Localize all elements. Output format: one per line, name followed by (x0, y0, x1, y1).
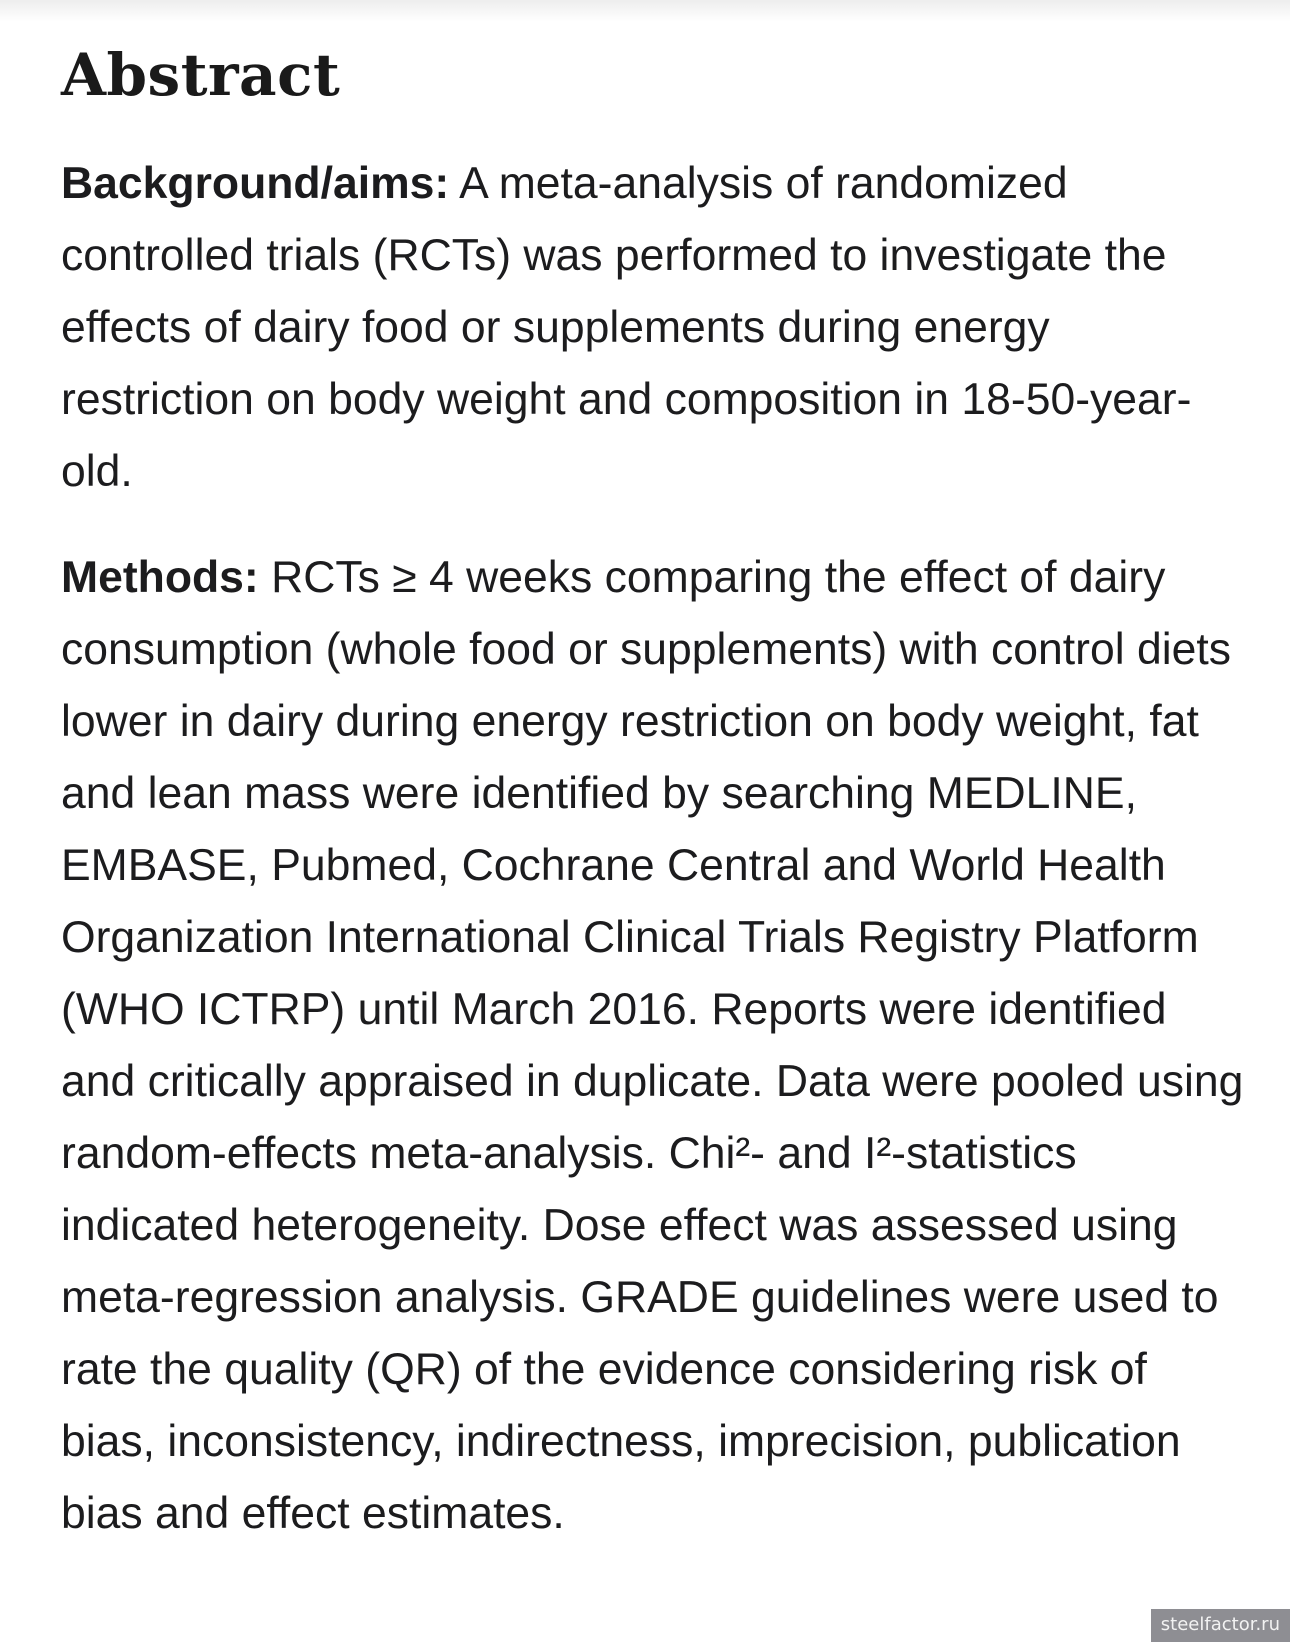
abstract-heading: Abstract (61, 41, 341, 109)
methods-text: RCTs ≥ 4 weeks comparing the effect of dairy consumption (whole food or supplements) with control diets lower in dairy during energy restriction on body weight, fat and lean mass were identified by searching MEDLINE, EMBASE, Pubmed, Cochrane Central and World Health Organization International Clinical Trials Registry Platform (WHO ICTRP) until March 2016. Reports were identified and critically appraised in duplicate. Data were pooled using random-effects meta-analysis. Chi²- and I²-statistics indicated heterogeneity. Dose effect was assessed using meta-regression analysis. GRADE guidelines were used to rate the quality (QR) of the evidence considering risk of bias, inconsistency, indirectness, imprecision, publication bias and effect estimates. (61, 553, 1244, 1538)
top-shadow (0, 0, 1290, 22)
background-text: A meta-analysis of randomized controlled trials (RCTs) was performed to investigate the effects of dairy food or supplements during energy restriction on body weight and composition in 18-50-year-old. (61, 159, 1192, 496)
watermark-label: steelfactor.ru (1151, 1609, 1290, 1642)
methods-label: Methods: (61, 553, 259, 602)
background-paragraph (61, 148, 1251, 508)
background-label: Background/aims: (61, 159, 450, 208)
abstract-section (61, 30, 1251, 1550)
methods-paragraph (61, 542, 1251, 1550)
